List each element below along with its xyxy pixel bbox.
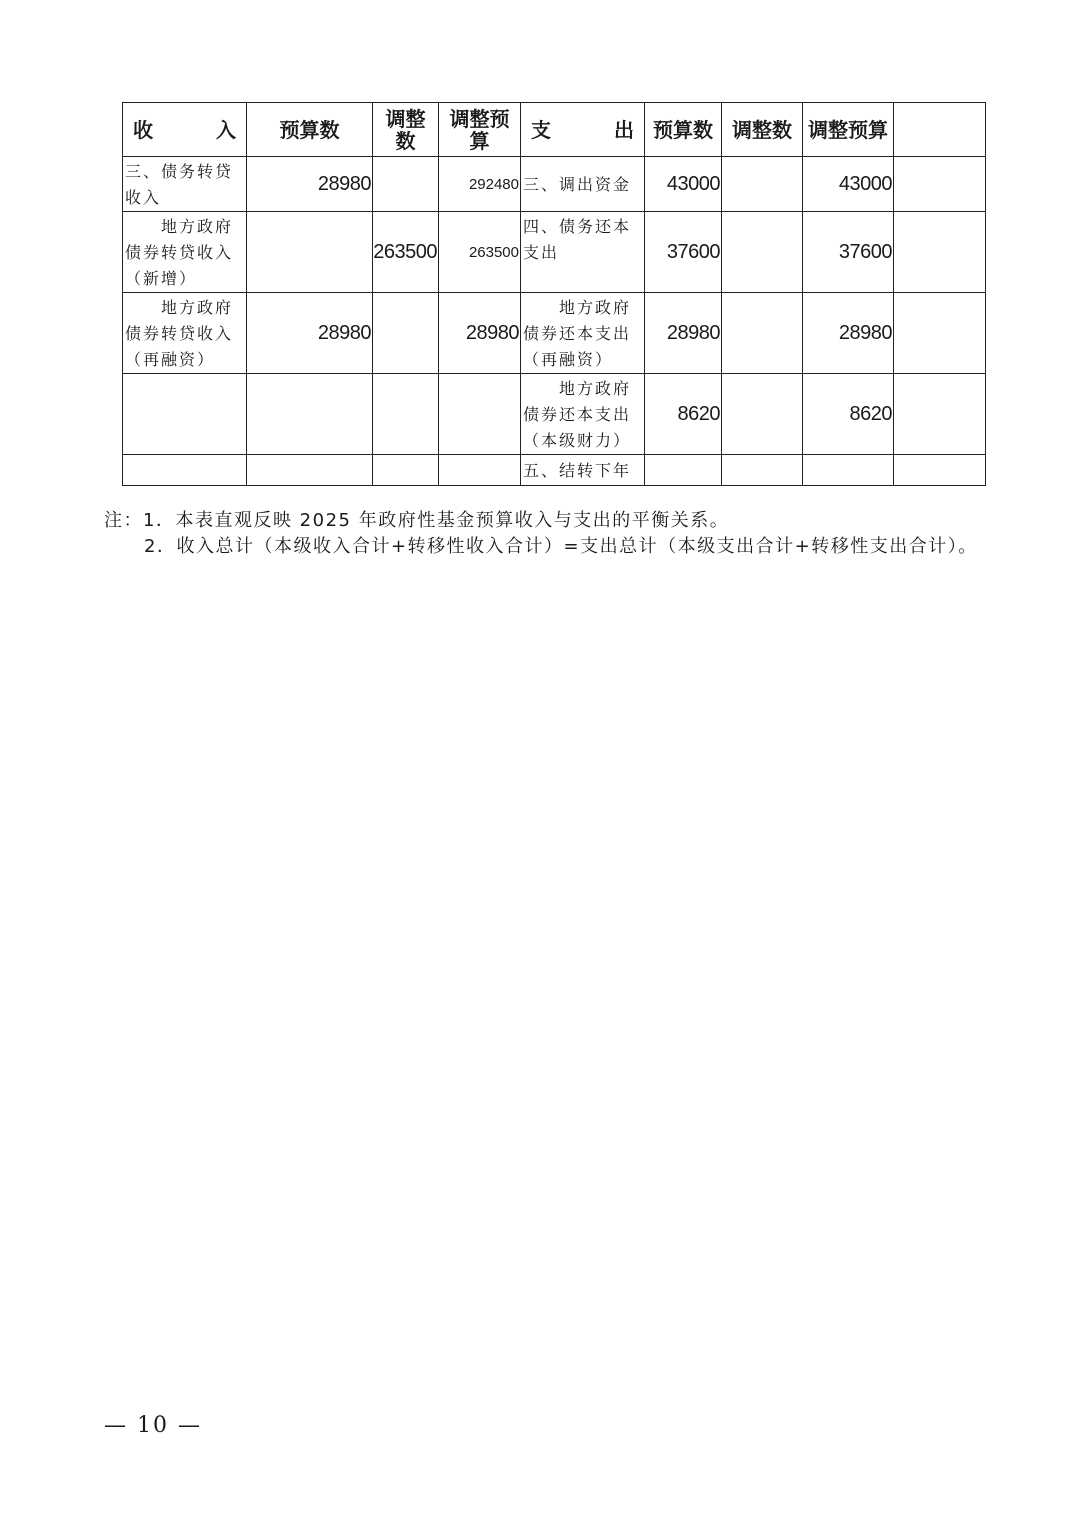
cell-adjusted-budget: 292480 — [439, 157, 521, 212]
cell-budget — [247, 212, 373, 293]
cell-income: 地方政府债券转贷收入（新增） — [123, 212, 247, 293]
cell-adjusted-budget — [439, 374, 521, 455]
cell-income: 三、债务转贷收入 — [123, 157, 247, 212]
cell-expense-budget: 43000 — [645, 157, 722, 212]
cell-expense-adjust — [722, 293, 803, 374]
header-expense-budget: 预算数 — [645, 103, 722, 157]
header-extra — [894, 103, 986, 157]
cell-extra — [894, 157, 986, 212]
cell-extra — [894, 374, 986, 455]
table-row — [123, 157, 986, 212]
cell-expense-adjusted-budget: 37600 — [803, 212, 894, 293]
header-adjusted-budget: 调整预 算 — [439, 103, 521, 157]
header-row — [123, 103, 986, 157]
cell-budget: 28980 — [247, 293, 373, 374]
table-row — [123, 212, 986, 293]
cell-expense-budget: 37600 — [645, 212, 722, 293]
cell-expense: 地方政府债券还本支出（再融资） — [521, 293, 645, 374]
cell-expense-budget: 28980 — [645, 293, 722, 374]
cell-budget — [247, 455, 373, 486]
cell-adjust — [373, 293, 439, 374]
cell-adjust — [373, 455, 439, 486]
cell-expense: 五、结转下年 — [521, 455, 645, 486]
cell-budget — [247, 374, 373, 455]
cell-expense-adjust — [722, 455, 803, 486]
table-notes — [104, 508, 984, 560]
budget-balance-table — [122, 102, 986, 486]
cell-extra — [894, 455, 986, 486]
header-expense: 支 出 — [521, 103, 645, 157]
cell-extra — [894, 293, 986, 374]
cell-expense: 地方政府债券还本支出（本级财力） — [521, 374, 645, 455]
cell-adjusted-budget: 263500 — [439, 212, 521, 293]
note-line-2: 2．收入总计（本级收入合计+转移性收入合计）=支出总计（本级支出合计+转移性支出合计）。 — [144, 536, 978, 557]
header-adjust: 调整 数 — [373, 103, 439, 157]
cell-expense-adjusted-budget: 8620 — [803, 374, 894, 455]
header-budget: 预算数 — [247, 103, 373, 157]
cell-expense-adjusted-budget: 28980 — [803, 293, 894, 374]
cell-expense-adjust — [722, 212, 803, 293]
cell-expense-adjusted-budget — [803, 455, 894, 486]
cell-extra — [894, 212, 986, 293]
cell-adjusted-budget — [439, 455, 521, 486]
cell-income: 地方政府债券转贷收入（再融资） — [123, 293, 247, 374]
page-number: — 10 — — [104, 1413, 202, 1438]
cell-expense: 四、债务还本支出 — [521, 212, 645, 293]
cell-expense-budget — [645, 455, 722, 486]
cell-income — [123, 455, 247, 486]
table-row — [123, 293, 986, 374]
cell-income — [123, 374, 247, 455]
header-income: 收 入 — [123, 103, 247, 157]
cell-expense-adjusted-budget: 43000 — [803, 157, 894, 212]
cell-adjusted-budget: 28980 — [439, 293, 521, 374]
cell-adjust: 263500 — [373, 212, 439, 293]
header-expense-adjust: 调整数 — [722, 103, 803, 157]
cell-adjust — [373, 157, 439, 212]
table-row — [123, 374, 986, 455]
note-line-1: 注：1．本表直观反映 2025 年政府性基金预算收入与支出的平衡关系。 — [104, 510, 730, 531]
cell-expense-budget: 8620 — [645, 374, 722, 455]
cell-adjust — [373, 374, 439, 455]
cell-budget: 28980 — [247, 157, 373, 212]
cell-expense-adjust — [722, 157, 803, 212]
cell-expense-adjust — [722, 374, 803, 455]
cell-expense: 三、调出资金 — [521, 157, 645, 212]
header-expense-adjusted-budget: 调整预算 — [803, 103, 894, 157]
table-row — [123, 455, 986, 486]
